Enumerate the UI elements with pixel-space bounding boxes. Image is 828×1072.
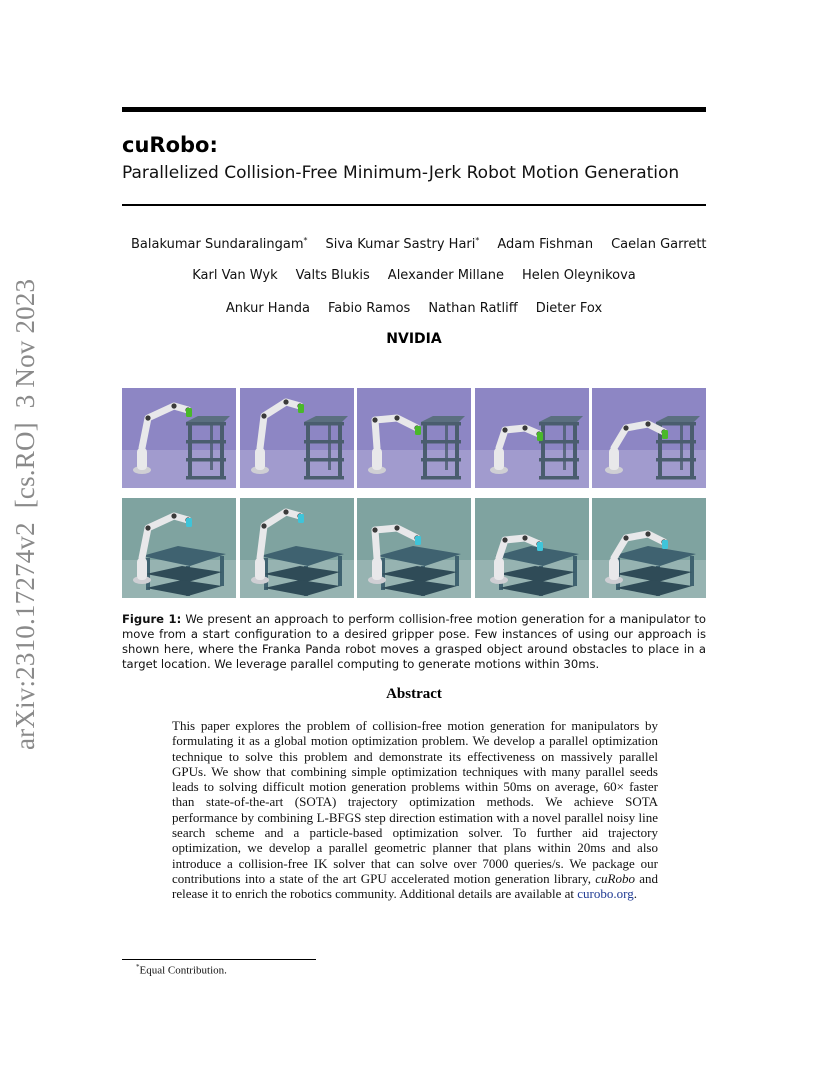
author-name: Ankur Handa (225, 301, 311, 316)
caption-label: Figure 1: (122, 612, 182, 626)
figure-frame (122, 498, 236, 598)
footnote (136, 963, 227, 977)
author-name: Helen Oleynikova (521, 268, 636, 283)
author-name: Karl Van Wyk (192, 268, 278, 283)
paper-subtitle: Parallelized Collision-Free Minimum-Jerk Robot Motion Generation (122, 163, 680, 183)
figure-1 (122, 388, 706, 600)
author-name: Siva Kumar Sastry Hari (325, 237, 476, 253)
author-name: Adam Fishman (497, 237, 594, 253)
author-name: Balakumar Sundaralingam (131, 237, 304, 253)
abstract-text-1: This paper explores the problem of collision-free motion generation for manipulators by formulating it as a global motion optimization problem. We develop a parallel optimization technique to solve this problem and demonstrate its effectiveness on massively parallel GPUs. We show that combining simple optimization techniques with many parallel seeds leads to solving difficult motion generation problems within 50ms on average, 60× faster than state-of-the-art (SOTA) trajectory optimization methods. We achieve SOTA performance by combining L-BFGS step direction estimation with a novel parallel noisy line search scheme and a particle-based optimization solver. To further aid trajectory optimization, we develop a parallel geometric planner that plans within 20ms and also introduce a collision-free IK solver that can solve over 7000 queries/s. We package our contributions into a state of the art GPU accelerated motion generation library, (172, 718, 658, 886)
author-row-2 (122, 268, 706, 283)
footnote-mark: * (136, 963, 140, 971)
equal-contribution-mark: * (475, 236, 480, 245)
title-rule (122, 204, 706, 206)
figure-frame (592, 498, 706, 598)
figure-frame (475, 388, 589, 488)
figure-frame (357, 498, 471, 598)
equal-contribution-mark: * (303, 236, 308, 245)
author-name: Alexander Millane (387, 268, 504, 283)
figure-frame (475, 498, 589, 598)
figure-frame (240, 498, 354, 598)
figure-frame (240, 388, 354, 488)
affiliation: NVIDIA (386, 331, 442, 347)
abstract-body (172, 718, 658, 902)
footnote-text: Equal Contribution. (139, 964, 227, 977)
figure-frame (592, 388, 706, 488)
caption-text: We present an approach to perform collision-free motion generation for a manipulator to move from a start configuration to a desired gripper pose. Few instances of using our approach is shown here, where the Franka Panda robot moves a grasped object around obstacles to place in a target location. We leverage parallel computing to generate motions within 30ms. (122, 612, 706, 671)
paper-title: cuRobo: (122, 133, 218, 157)
author-name: Valts Blukis (295, 268, 370, 283)
author-name: Dieter Fox (535, 301, 603, 316)
author-row-3 (122, 301, 706, 316)
figure-frame (357, 388, 471, 488)
library-name: cuRobo (595, 870, 635, 886)
author-name: Fabio Ramos (328, 301, 411, 316)
author-row-1 (122, 236, 706, 252)
abstract-text-end: . (633, 886, 637, 902)
figure-caption (122, 612, 706, 672)
abstract-heading: Abstract (386, 686, 442, 702)
footnote-rule (122, 959, 316, 960)
arxiv-identifier: arXiv:2310.17274v2 [cs.RO] 3 Nov 2023 (10, 278, 40, 750)
top-rule (122, 107, 706, 112)
author-name: Nathan Ratliff (428, 301, 518, 316)
figure-frame (122, 388, 236, 488)
abstract-text-2: and release it to enrich the robotics community. Additional details are available at (172, 870, 658, 902)
curobo-link[interactable]: curobo.org (577, 886, 634, 902)
author-name: Caelan Garrett (611, 237, 707, 253)
